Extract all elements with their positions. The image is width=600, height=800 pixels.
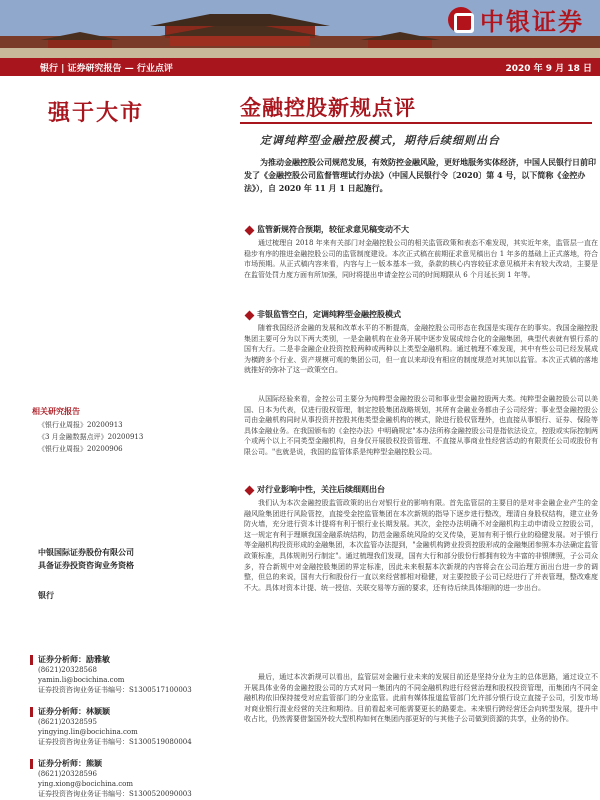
report-subtitle: 定调纯粹型金融控股模式，期待后续细则出台 — [260, 134, 500, 147]
analyst-name: 熊颖 — [86, 758, 102, 768]
header-banner — [0, 0, 600, 58]
sector-label: 银行 — [38, 590, 54, 600]
section-heading: 监管新规符合预期，较征求意见稿变动不大 — [246, 224, 409, 235]
diamond-bullet-icon — [245, 310, 255, 320]
report-summary: 为推动金融控股公司规范发展，有效防控金融风险，更好地服务实体经济，中国人民银行日前印发了《金融控股公司监督管理试行办法》（中国人民银行令〔2020〕第 4 号，以下简称《金控办法》），自 2020 年 11 月 1 日起施行。 — [244, 157, 596, 193]
section-paragraph: 随着我国经济金融的发展和改革水平的不断提高，金融控股公司形态在我国是实现存在的事实。我国金融控股集团主要可分为以下两大类别，一是金融机构在业务开展中逐步发展成综合化的金融集团，典型代表就有银行系的国有大行。二是非金融企业投资控股两种或两种以上类型金融机构。通过梳理不难发现，其中有些公司已经发展成为横跨多个行业、资产规模可观的集团公司，但一直以来却没有相应的制度规范对其加以监管。本次正式稿的落地就推好的弥补了这一政策空白。 — [244, 324, 598, 375]
section-heading: 对行业影响中性，关注后续细则出台 — [246, 484, 385, 495]
analyst-card — [38, 706, 192, 747]
title-divider — [240, 122, 592, 124]
section-paragraph: 通过梳理自 2018 年来有关部门对金融控股公司的相关监管政策和表态不难发现，其实近年来，监管层一直在稳步有序的推进金融控股公司的监管制度建设。本次正式稿在前期征求意见稿出台 1 年多的基础上正式落地，符合市场预期。从正式稿内容来看，内容与上一版本基本一致，条款的核心内容较征求意见稿并未有较大改动，主要是在监管处罚力度方面有所加强，同时将提出申请金控公司的时间期限从 6 个月延长到 1 年等。 — [244, 239, 598, 279]
analyst-marker-icon — [30, 759, 33, 769]
section-paragraph: 从国际经验来看，金控公司主要分为纯粹型金融控股公司和事业型金融控股两大类。纯粹型金融控股公司以美国、日本为代表，仅进行股权管理，制定控股集团战略规划，其所有金融业务都由子公司经营；事业型金融控股公司由金融机构同时从事投资并控股其他类型金融机构的模式，除进行股权管理外，也直接从事银行、证券、保险等具体金融业务。在我国颁布的《金控办法》中明确规定"本办法所称金融控股公司是指依法设立，控股或实际控制两个或两个以上不同类型金融机构，自身仅开展股权投资管理、不直接从事商业性经营活动的有限责任公司或股份有限公司。"也就是说，我国的监管体系是纯粹型金融控股公司。 — [244, 395, 598, 456]
info-bar — [0, 58, 600, 76]
analyst-card — [38, 758, 192, 799]
bank-of-china-logo-icon — [448, 7, 474, 33]
related-reports-list — [38, 419, 143, 455]
related-reports-title: 相关研究报告 — [32, 407, 80, 416]
industry-rating: 强于大市 — [48, 100, 145, 126]
section-paragraph: 最后，通过本次新规可以看出，监管层对金融行业未来的发展目前还是坚持分业为主的总体思路，通过设立不开展具体业务的金融控股公司的方式对同一集团内的不同金融机构进行经营治理和股权投资管理，而集团内不同金融机构依旧保持接受对应监管部门的分业监管。此前有媒体报道监管部门允许部分银行设立直接子公司，引发市场对商业银行混业经营的关注和期待。目前看起来可能需要更长的路要走。未来银行跨经营还会向转型发展，提升中收占比，仍然需要借鉴国外较大型机构如何在集团内部更好的与其他子公司做到资源的共享，业务的协作。 — [244, 673, 598, 724]
analyst-phone: (8621)20328596 — [38, 770, 97, 778]
left-sidebar — [0, 76, 228, 800]
analyst-email[interactable]: yamin.li@bocichina.com — [38, 676, 125, 684]
related-report-item[interactable]: 《3 月金融数据点评》20200913 — [38, 433, 144, 441]
company-name: 中银国际证券股份有限公司 — [38, 547, 134, 557]
analyst-name: 励雅敏 — [86, 654, 110, 664]
section-heading: 非银监管空白，定调纯粹型金融控股模式 — [246, 309, 401, 320]
analyst-email[interactable]: ying.xiong@bocichina.com — [38, 780, 133, 788]
diamond-bullet-icon — [245, 225, 255, 235]
analyst-marker-icon — [30, 707, 33, 717]
related-report-item[interactable]: 《银行业周报》20200906 — [38, 445, 123, 453]
company-info — [38, 546, 134, 572]
analyst-marker-icon — [30, 655, 33, 665]
main-content — [228, 76, 600, 800]
analyst-cert: 证券投资咨询业务证书编号：S1300520090003 — [38, 790, 192, 798]
section-paragraph: 我们认为本次金融控股监管政策的出台对银行业的影响有限。首先监管层的主要目的是对非金融企业产生的金融风险集团进行风险管控，直接受金控监管集团在本次新规的指导下逐步进行整改，理清自身股权结构，建立业务防火墙，充分进行资本计提将有利于银行业长期发展。其次，金控办法明确不对金融机构主动申请设立控股公司，这一规定有利于理顺我国金融系统结构，防范金融系统风险的交叉传染，更加有利于银行业的稳健发展。对于银行等金融机构投资形成的金融集团，本次监管办法提到，"金融机构跨业投资控股形成的金融集团参照本办法确定监管政策标准，具体规则另行制定"。通过梳理我们发现，国有大行和部分股份行都拥有较为丰富的非银牌照，子公司众多，符合新规中对金融控股集团的界定标准，因此未来根据本次新规的内容将会在公司治理方面出台进一步的调整，但总的来说，国有大行和股份行一直以来经营都相对稳健，对主要控股子公司已经进行了并表管理，整改难度不大。具体对资本计提、统一授信、关联交易等方面的要求，还有待后续具体细则的进一步出台。 — [244, 499, 598, 592]
analyst-role: 证券分析师： — [38, 758, 86, 768]
analyst-cert: 证券投资咨询业务证书编号：S1300519080004 — [38, 738, 192, 746]
analyst-role: 证券分析师： — [38, 654, 86, 664]
analyst-card — [38, 654, 192, 695]
report-title: 金融控股新规点评 — [240, 95, 416, 120]
report-date: 2020 年 9 月 18 日 — [505, 63, 592, 74]
analyst-cert: 证券投资咨询业务证书编号：S1300517100003 — [38, 686, 192, 694]
analyst-name: 林颖颖 — [86, 706, 110, 716]
related-report-item[interactable]: 《银行业周报》20200913 — [38, 421, 123, 429]
brand — [448, 2, 584, 37]
analyst-phone: (8621)20328595 — [38, 718, 97, 726]
analyst-role: 证券分析师： — [38, 706, 86, 716]
report-category: 银行 | 证券研究报告 — 行业点评 — [40, 63, 173, 74]
analyst-email[interactable]: yingying.lin@bocichina.com — [38, 728, 138, 736]
analyst-phone: (8621)20328568 — [38, 666, 97, 674]
brand-name: 中银证券 — [480, 8, 584, 36]
company-qualification: 具备证券投资咨询业务资格 — [38, 560, 134, 570]
diamond-bullet-icon — [245, 485, 255, 495]
